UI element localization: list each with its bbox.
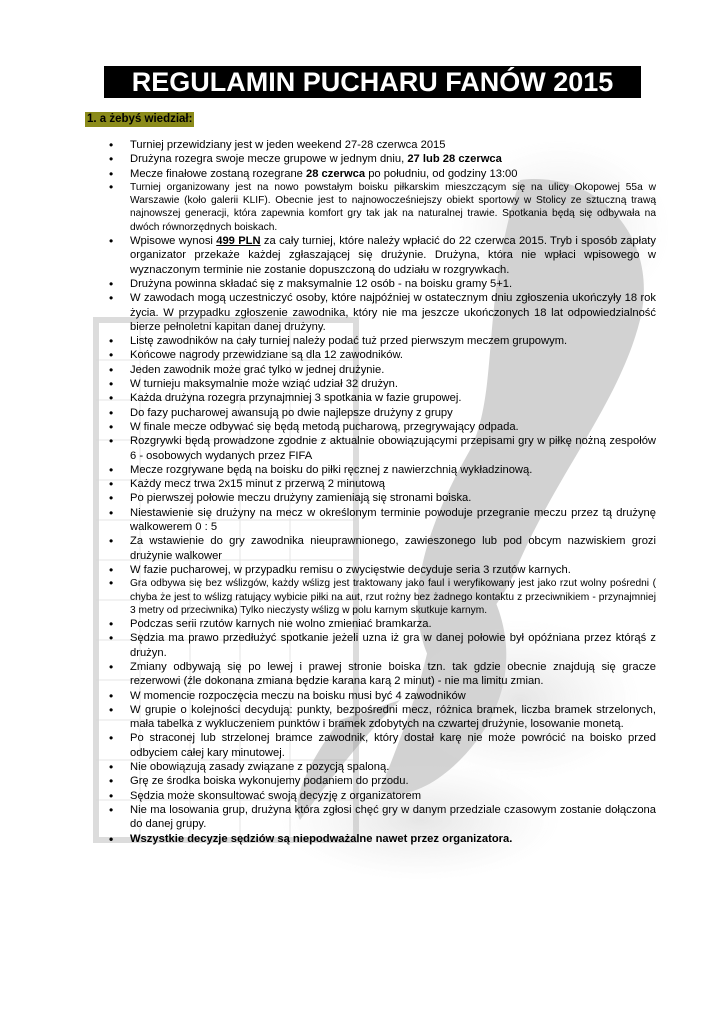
- list-item: [109, 832, 656, 846]
- rule-text: Nie ma losowania grup, drużyna która zgłosi chęć gry w danym przedziale czasowym zostanie dołączona do danej grupy.: [130, 803, 656, 831]
- rule-text: Turniej organizowany jest na nowo powstałym boisku piłkarskim mieszczącym się na ulicy Okopowej 55a w Warszawie (koło galerii KLIF). Obecnie jest to najnowocześniejszy obiekt sportowy w Stolicy ze sztuczną trawą najnowszej generacji, która zapewnia komfort gry tak jak na naturalnej trawie. Spotkania będą się odbywała na dwóch równorzędnych boiskach.: [130, 181, 656, 233]
- rule-text: Po straconej lub strzelonej bramce zawodnik, który dostał karę nie może powrócić na boisko przed odbyciem całej kary minutowej.: [130, 732, 656, 759]
- rule-text: W fazie pucharowej, w przypadku remisu o zwycięstwie decyduje seria 3 rzutów karnych.: [130, 563, 571, 576]
- list-item: [109, 617, 656, 631]
- list-item: [109, 731, 656, 760]
- rule-text: W finale mecze odbywać się będą metodą pucharową, przegrywający odpada.: [130, 420, 519, 433]
- list-item: [109, 463, 656, 477]
- rule-text: Drużyna rozegra swoje mecze grupowe w jednym dniu,: [130, 153, 408, 166]
- rule-text: Listę zawodników na cały turniej należy podać tuż przed pierwszym meczem grupowym.: [130, 335, 568, 348]
- list-item: [109, 434, 656, 463]
- list-item: [109, 348, 656, 362]
- rule-text: po południu, od godziny 13:00: [365, 167, 518, 180]
- list-item: [109, 689, 656, 703]
- rule-text: Końcowe nagrody przewidziane są dla 12 zawodników.: [130, 349, 404, 362]
- list-item: [109, 803, 656, 832]
- list-item: [109, 167, 656, 181]
- rule-text: W turnieju maksymalnie może wziąć udział 32 drużyn.: [130, 378, 398, 391]
- rule-text: Sędzia może skonsultować swoją decyzję z organizatorem: [130, 789, 422, 802]
- list-item: [109, 774, 656, 788]
- rule-text: Każda drużyna rozegra przynajmniej 3 spotkania w fazie grupowej.: [130, 392, 462, 405]
- rule-text: Wszystkie decyzje sędziów są niepodważalne nawet przez organizatora.: [130, 832, 513, 845]
- rule-text: Zmiany odbywają się po lewej i prawej stronie boiska tzn. tak gdzie obecnie znajdują się gracze rezerwowi (źle dokonana zmiana będzie karana karą 2 minut) - nie ma limitu zmian.: [130, 660, 656, 688]
- list-item: [109, 631, 656, 660]
- rule-text: Turniej przewidziany jest w jeden weekend 27-28 czerwca 2015: [130, 139, 446, 151]
- list-item: [109, 406, 656, 420]
- list-item: [109, 506, 656, 535]
- list-item: [109, 491, 656, 505]
- list-item: [109, 789, 656, 803]
- rule-text: Każdy mecz trwa 2x15 minut z przerwą 2 minutową: [130, 478, 385, 491]
- list-item: [109, 420, 656, 434]
- list-item: [109, 334, 656, 348]
- rule-text: Gra odbywa się bez wślizgów, każdy wślizg jest traktowany jako faul i weryfikowany jest jako rzut wolny pośredni ( chyba że jest to wślizg ratujący wybicie piłki na aut, rzut rożny bez żadnego kontaktu z przeciwnikiem - przynajmniej 3 metry od przeciwnika) Tylko nieczysty wślizg w polu karnym skutkuje karnym.: [130, 578, 656, 616]
- rule-text: W grupie o kolejności decydują: punkty, bezpośredni mecz, różnica bramek, liczba bramek strzelonych, mała tabelka z wykluczeniem punktów i bramek zdobytych na czwartej drużynie, losowanie monetą.: [130, 703, 656, 731]
- rule-text: za cały turniej, które należy wpłacić do 22 czerwca 2015. Tryb i sposób zapłaty organizator przekaże każdej zgłaszającej się drużynie. Drużyna, która nie wpłaci wpisowego w wyznaczonym terminie nie zostanie dopuszczoną do udziału w rozgrywkach.: [130, 235, 656, 276]
- rule-text: Niestawienie się drużyny na mecz w określonym terminie powoduje przegranie meczu przez tą drużynę walkowerem 0 : 5: [130, 506, 656, 534]
- list-item: [109, 277, 656, 291]
- section-heading: 1. a żebyś wiedział:: [87, 113, 193, 125]
- rule-text: Mecze rozgrywane będą na boisku do piłki ręcznej z nawierzchnią wykładzinową.: [130, 463, 533, 476]
- rule-text: Podczas serii rzutów karnych nie wolno zmieniać bramkarza.: [130, 618, 432, 631]
- list-item: [109, 234, 656, 277]
- list-item: [109, 377, 656, 391]
- list-item: [109, 391, 656, 405]
- rule-text: Jeden zawodnik może grać tylko w jednej drużynie.: [130, 363, 385, 376]
- list-item: [109, 291, 656, 334]
- rule-text: W zawodach mogą uczestniczyć osoby, które najpóźniej w ostatecznym dniu zgłoszenia ukończyły 18 rok życia. W przypadku zgłoszenie zawodnika, który nie ma jeszcze ukończonych 18 lat odpowiedzialność bierze pełnoletni kapitan danej drużyny.: [130, 292, 656, 333]
- list-item: [109, 138, 656, 152]
- rule-text: Do fazy pucharowej awansują po dwie najlepsze drużyny z grupy: [130, 406, 453, 419]
- rule-text: Wpisowe wynosi: [130, 235, 217, 248]
- page-title: REGULAMIN PUCHARU FANÓW 2015: [104, 66, 641, 98]
- rule-text: Sędzia ma prawo przedłużyć spotkanie jeżeli uzna iż gra w danej połowie był opóźniana przez którąś z drużyn.: [130, 632, 656, 659]
- rule-text: 28 czerwca: [306, 167, 366, 180]
- rule-text: W momencie rozpoczęcia meczu na boisku musi być 4 zawodników: [130, 689, 466, 702]
- rule-text: Nie obowiązują zasady związane z pozycją spaloną.: [130, 761, 390, 774]
- list-item: [109, 477, 656, 491]
- rule-text: 27 lub 28 czerwca: [407, 153, 502, 166]
- list-item: [109, 660, 656, 689]
- rule-text: 499 PLN: [216, 235, 261, 248]
- list-item: [109, 703, 656, 732]
- rule-text: Grę ze środka boiska wykonujemy podaniem do przodu.: [130, 775, 409, 788]
- list-item: [109, 363, 656, 377]
- list-item: [109, 577, 656, 617]
- rule-text: Rozgrywki będą prowadzone zgodnie z aktualnie obowiązującymi przepisami gry w piłkę nożną zespołów 6 - osobowych wydanych przez FIFA: [130, 435, 656, 462]
- rules-list: [109, 138, 656, 846]
- rule-text: Za wstawienie do gry zawodnika nieuprawnionego, zawieszonego lub pod obcym nazwiskiem grozi drużynie walkower: [130, 535, 656, 562]
- list-item: [109, 760, 656, 774]
- list-item: [109, 152, 656, 166]
- rule-text: Po pierwszej połowie meczu drużyny zamieniają się stronami boiska.: [130, 492, 472, 505]
- rule-text: Drużyna powinna składać się z maksymalnie 12 osób - na boisku gramy 5+1.: [130, 277, 513, 290]
- list-item: [109, 181, 656, 234]
- list-item: [109, 563, 656, 577]
- list-item: [109, 534, 656, 563]
- rule-text: Mecze finałowe zostaną rozegrane: [130, 167, 306, 180]
